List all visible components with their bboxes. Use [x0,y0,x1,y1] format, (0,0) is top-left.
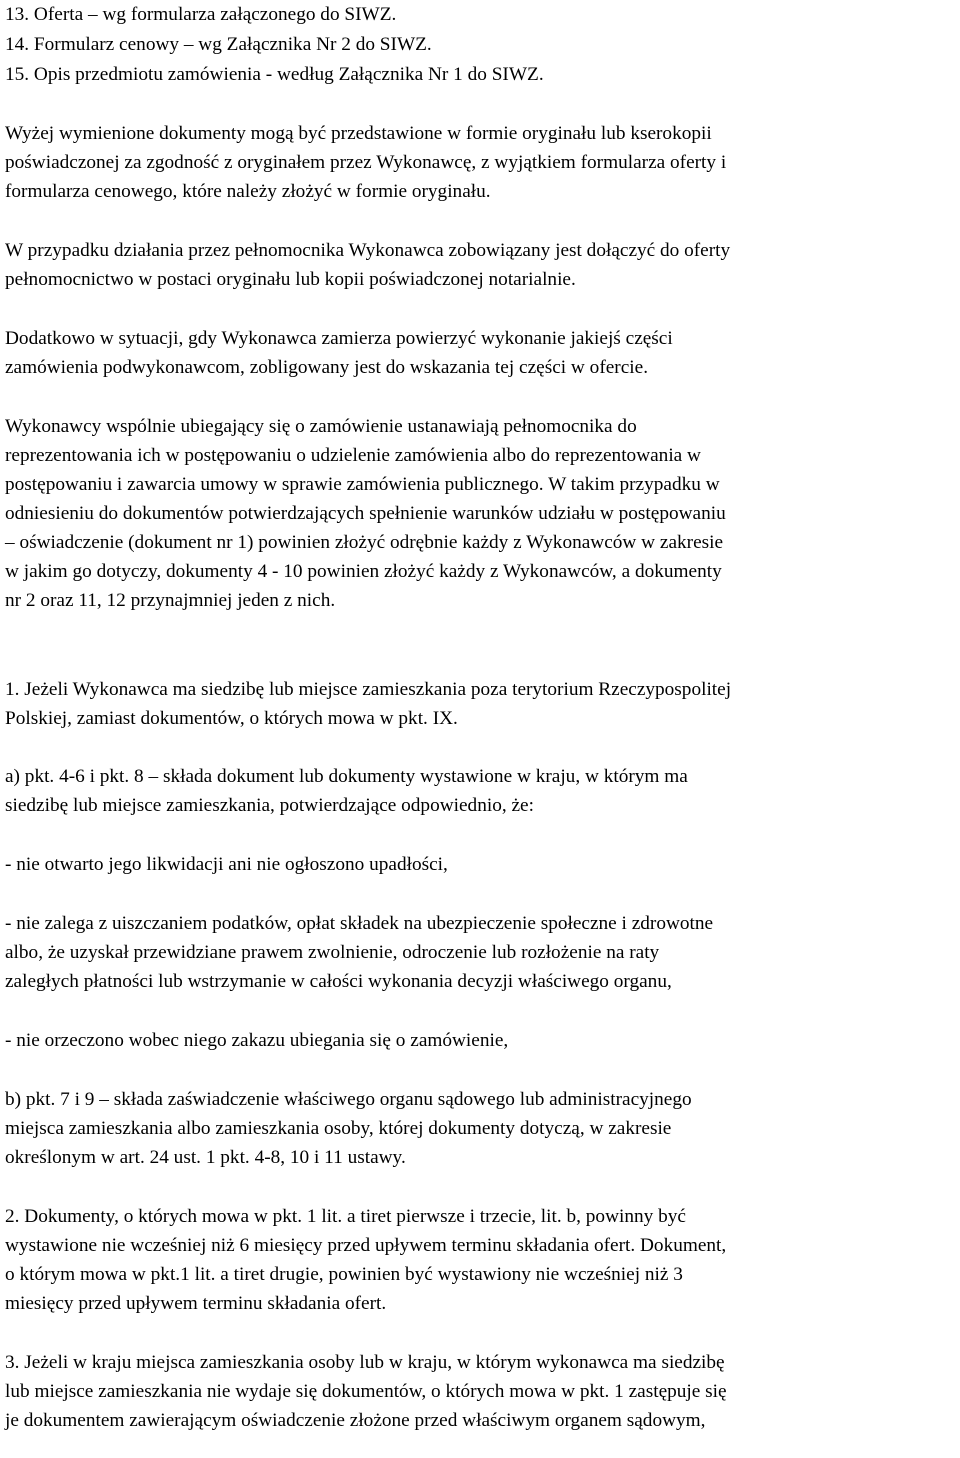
text-line: odniesieniu do dokumentów potwierdzających spełnienie warunków udziału w postępowaniu [5,503,726,524]
text-line: - nie orzeczono wobec niego zakazu ubiegania się o zamówienie, [5,1030,509,1051]
paragraph-power-of-attorney [5,236,730,294]
text-line: albo, że uzyskał przewidziane prawem zwolnienie, odroczenie lub rozłożenie na raty [5,942,660,963]
text-line: Dodatkowo w sytuacji, gdy Wykonawca zamierza powierzyć wykonanie jakiejś części [5,328,673,349]
text-line: 2. Dokumenty, o których mowa w pkt. 1 lit. a tiret pierwsze i trzecie, lit. b, powinny być [5,1206,686,1227]
text-line: Wykonawcy wspólnie ubiegający się o zamówienie ustanawiają pełnomocnika do [5,416,637,437]
text-line: 14. Formularz cenowy – wg Załącznika Nr 2 do SIWZ. [5,34,432,55]
text-line: 1. Jeżeli Wykonawca ma siedzibę lub miejsce zamieszkania poza terytorium Rzeczypospolitej [5,679,732,700]
text-line: je dokumentem zawierającym oświadczenie złożone przed właściwym organem sądowym, [5,1410,706,1431]
text-line: wystawione nie wcześniej niż 6 miesięcy przed upływem terminu składania ofert. Dokument, [5,1235,727,1256]
text-line: poświadczonej za zgodność z oryginałem przez Wykonawcę, z wyjątkiem formularza oferty i [5,152,727,173]
paragraph-no-ban [5,1026,508,1055]
paragraph-point-1a [5,762,688,820]
text-line: o którym mowa w pkt.1 lit. a tiret drugie, powinien być wystawiony nie wcześniej niż 3 [5,1264,683,1285]
text-line: nr 2 oraz 11, 12 przynajmniej jeden z nich. [5,590,336,611]
list-item-15 [5,60,544,89]
text-line: W przypadku działania przez pełnomocnika Wykonawca zobowiązany jest dołączyć do oferty [5,240,731,261]
text-line: - nie otwarto jego likwidacji ani nie ogłoszono upadłości, [5,854,448,875]
text-line: miejsca zamieszkania albo zamieszkania osoby, której dokumenty dotyczą, w zakresie [5,1118,672,1139]
text-line: 15. Opis przedmiotu zamówienia - według Załącznika Nr 1 do SIWZ. [5,64,544,85]
list-item-14 [5,30,432,59]
text-line: – oświadczenie (dokument nr 1) powinien złożyć odrębnie każdy z Wykonawców w zakresie [5,532,724,553]
text-line: w jakim go dotyczy, dokumenty 4 - 10 powinien złożyć każdy z Wykonawców, a dokumenty [5,561,722,582]
text-line: zamówienia podwykonawcom, zobligowany jest do wskazania tej części w ofercie. [5,357,649,378]
list-item-13 [5,0,396,29]
text-line: pełnomocnictwo w postaci oryginału lub kopii poświadczonej notarialnie. [5,269,576,290]
paragraph-no-liquidation [5,850,448,879]
text-line: b) pkt. 7 i 9 – składa zaświadczenie właściwego organu sądowego lub administracyjnego [5,1089,692,1110]
paragraph-point-1b [5,1085,692,1172]
paragraph-point-1 [5,675,731,733]
paragraph-no-tax-arrears [5,909,713,996]
text-line: Polskiej, zamiast dokumentów, o których mowa w pkt. IX. [5,708,458,729]
text-line: miesięcy przed upływem terminu składania ofert. [5,1293,387,1314]
text-line: określonym w art. 24 ust. 1 pkt. 4-8, 10 i 11 ustawy. [5,1147,406,1168]
text-line: a) pkt. 4-6 i pkt. 8 – składa dokument lub dokumenty wystawione w kraju, w którym ma [5,766,688,787]
paragraph-point-2 [5,1202,726,1318]
paragraph-point-3 [5,1348,727,1435]
text-line: - nie zalega z uiszczaniem podatków, opłat składek na ubezpieczenie społeczne i zdrowotne [5,913,714,934]
paragraph-joint-contractors [5,412,726,615]
paragraph-documents-form [5,119,726,206]
paragraph-subcontractors [5,324,673,382]
text-line: lub miejsce zamieszkania nie wydaje się dokumentów, o których mowa w pkt. 1 zastępuje się [5,1381,727,1402]
text-line: reprezentowania ich w postępowaniu o udzielenie zamówienia albo do reprezentowania w [5,445,701,466]
text-line: zaległych płatności lub wstrzymanie w całości wykonania decyzji właściwego organu, [5,971,672,992]
text-line: formularza cenowego, które należy złożyć w formie oryginału. [5,181,491,202]
text-line: 3. Jeżeli w kraju miejsca zamieszkania osoby lub w kraju, w którym wykonawca ma siedzibę [5,1352,725,1373]
text-line: Wyżej wymienione dokumenty mogą być przedstawione w formie oryginału lub kserokopii [5,123,712,144]
text-line: postępowaniu i zawarcia umowy w sprawie zamówienia publicznego. W takim przypadku w [5,474,720,495]
text-line: 13. Oferta – wg formularza załączonego do SIWZ. [5,4,397,25]
text-line: siedzibę lub miejsce zamieszkania, potwierdzające odpowiednio, że: [5,795,534,816]
